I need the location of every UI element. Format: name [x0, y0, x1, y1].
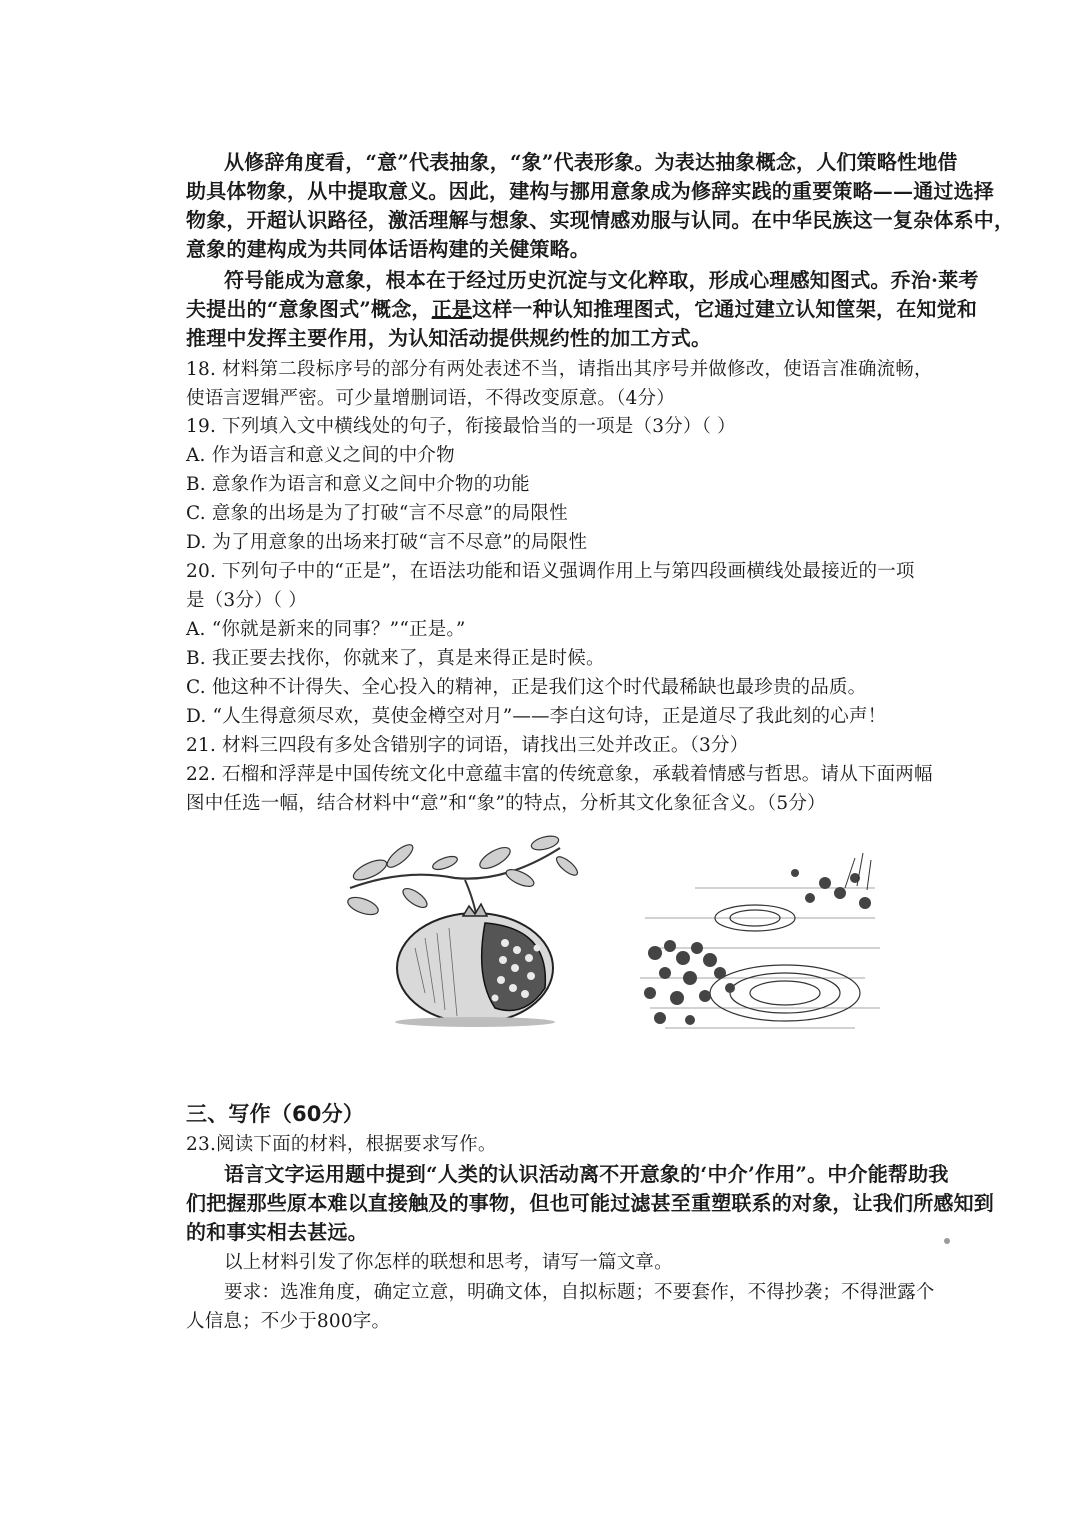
scan-speck [944, 1238, 950, 1244]
q20-option-b: B. 我正要去找你，你就来了，真是来得正是时候。 [186, 648, 605, 669]
material-p1-line3: 物象，开超认识路径，激活理解与想象、实现情感劝服与认同。在中华民族这一复杂体系中， [186, 208, 1015, 232]
q18-line2: 使语言逻辑严密。可少量增删词语，不得改变原意。（4分） [186, 388, 675, 409]
q22-line2: 图中任选一幅，结合材料中“意”和“象”的特点，分析其文化象征含义。（5分） [186, 793, 826, 814]
leaves [346, 834, 581, 918]
material-p1-line2: 助具体物象，从中提取意义。因此，建构与挪用意象成为修辞实践的重要策略——通过选择 [186, 179, 994, 203]
material-p1-line1: 从修辞角度看，“意”代表抽象，“象”代表形象。为表达抽象概念，人们策略性地借 [224, 150, 958, 174]
q20-option-a: A. “你就是新来的同事？”“正是。” [186, 619, 466, 640]
material-p2-line2 [186, 295, 978, 324]
writing-requirements-line1: 要求：选准角度，确定立意，明确文体，自拟标题；不要套作，不得抄袭；不得泄露个 [224, 1282, 935, 1303]
duckweed-illustration [635, 848, 885, 1038]
material-p2-post: 这样一种认知推理图式，它通过建立认知筐架，在知觉和 [472, 297, 978, 321]
q20-stem-line1: 20. 下列句子中的“正是”，在语法功能和语义强调作用上与第四段画横线处最接近的一项 [186, 561, 915, 582]
pomegranate-illustration [345, 828, 585, 1028]
q20-stem-line2: 是（3分）（ ） [186, 590, 308, 611]
writing-requirements-line2: 人信息；不少于800字。 [186, 1311, 391, 1332]
material-p1-line4: 意象的建构成为共同体话语构建的关健策略。 [186, 237, 590, 261]
writing-material-line2: 们把握那些原本难以直接触及的事物，但也可能过滤甚至重塑联系的对象，让我们所感知到 [186, 1191, 994, 1215]
underlined-zhengshi: 正是 [431, 297, 473, 321]
material-p2-line1: 符号能成为意象，根本在于经过历史沉淀与文化粹取，形成心理感知图式。乔治·莱考 [224, 268, 979, 292]
q19-stem: 19. 下列填入文中横线处的句子，衔接最恰当的一项是（3分）（ ） [186, 416, 736, 437]
q18-line1: 18. 材料第二段标序号的部分有两处表述不当，请指出其序号并做修改，使语言准确流畅， [186, 359, 933, 380]
q20-option-c: C. 他这种不计得失、全心投入的精神，正是我们这个时代最稀缺也最珍贵的品质。 [186, 677, 867, 698]
writing-material-line3: 的和事实相去甚远。 [186, 1220, 368, 1244]
q19-option-d: D. 为了用意象的出场来打破“言不尽意”的局限性 [186, 532, 588, 553]
material-p2-pre: 夫提出的“意象图式”概念， [186, 297, 432, 321]
material-p2-line3: 推理中发挥主要作用，为认知活动提供规约性的加工方式。 [186, 326, 712, 350]
writing-material-line1: 语言文字运用题中提到“人类的认识活动离不开意象的‘中介’作用”。中介能帮助我 [224, 1162, 949, 1186]
q21: 21. 材料三四段有多处含错别字的词语，请找出三处并改正。（3分） [186, 735, 749, 756]
q22-line1: 22. 石榴和浮萍是中国传统文化中意蕴丰富的传统意象，承载着情感与哲思。请从下面两幅 [186, 764, 933, 785]
q19-option-c: C. 意象的出场是为了打破“言不尽意”的局限性 [186, 503, 568, 524]
writing-section-title: 三、写作（60分） [186, 1102, 365, 1126]
q23-stem: 23.阅读下面的材料，根据要求写作。 [186, 1134, 497, 1155]
q19-option-b: B. 意象作为语言和意义之间中介物的功能 [186, 474, 530, 495]
shadow [395, 1017, 555, 1027]
writing-prompt: 以上材料引发了你怎样的联想和思考，请写一篇文章。 [224, 1252, 673, 1273]
q19-option-a: A. 作为语言和意义之间的中介物 [186, 445, 455, 466]
q20-option-d: D. “人生得意须尽欢，莫使金樽空对月”——李白这句诗，正是道尽了我此刻的心声！ [186, 706, 887, 727]
